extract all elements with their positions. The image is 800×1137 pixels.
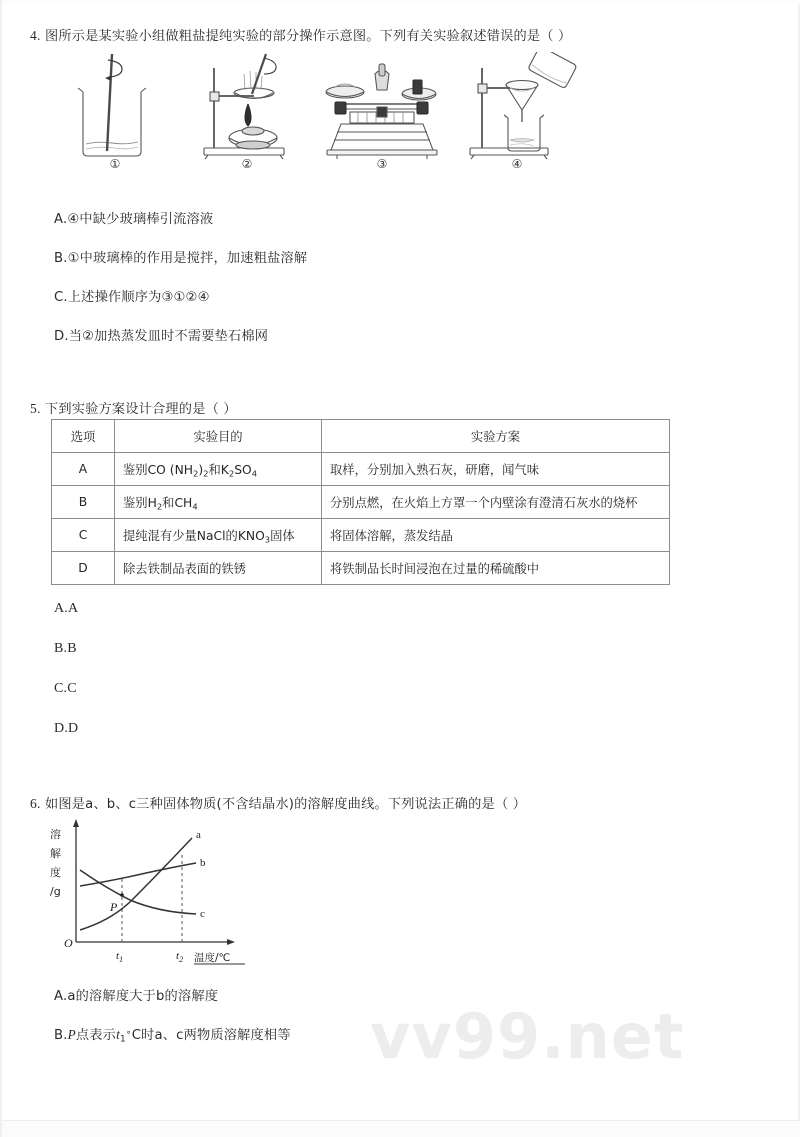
question-5-text: 下到实验方案设计合理的是（ ） — [44, 402, 237, 417]
question-4-text: 图所示是某实验小组做粗盐提纯实验的部分操作示意图。下列有关实验叙述错误的是（ ） — [44, 29, 572, 44]
chart-series-c — [80, 870, 196, 914]
figure-tray-balance — [317, 52, 447, 180]
chart-y-axis-arrow — [73, 819, 79, 827]
chart-label-c: c — [200, 908, 205, 920]
table-row — [52, 519, 670, 552]
svg-text:解: 解 — [50, 847, 61, 860]
row-option-c: C — [52, 519, 115, 552]
question-5-number: 5. — [30, 401, 41, 416]
row-plan-a: 取样，分别加入熟石灰，研磨，闻气味 — [322, 453, 670, 486]
watermark: vv99.net — [370, 1000, 685, 1073]
chart-label-b: b — [200, 857, 206, 869]
chart-x-axis-label: 温度/℃ — [194, 952, 231, 964]
question-4-figure-group — [32, 52, 572, 182]
question-6-text: 如图是a、b、c三种固体物质(不含结晶水)的溶解度曲线。下列说法正确的是（ ） — [44, 797, 527, 812]
chart-annotation-p: P — [110, 900, 118, 914]
svg-text:/g: /g — [50, 885, 61, 898]
row-aim-a: 鉴别CO $(NH_2)_2$和$K_2SO_4$ — [115, 453, 322, 486]
chart-series-b — [80, 863, 196, 886]
question-4-option-b[interactable]: B.①中玻璃棒的作用是搅拌，加速粗盐溶解 — [54, 251, 308, 266]
chart-point-p-marker — [120, 893, 124, 897]
chart-label-a: a — [196, 829, 201, 841]
question-4-option-c[interactable]: C.上述操作顺序为③①②④ — [54, 290, 210, 305]
page-top-edge — [2, 0, 800, 4]
chart-x-axis-arrow — [227, 939, 235, 945]
question-4-option-d[interactable]: D.当②加热蒸发皿时不需要垫石棉网 — [54, 329, 269, 344]
question-6-option-a[interactable]: A.a的溶解度大于b的溶解度 — [54, 989, 219, 1004]
row-aim-d: 除去铁制品表面的铁锈 — [115, 552, 322, 585]
question-5-stem — [30, 398, 237, 417]
question-5-option-a[interactable]: A.A — [54, 601, 79, 616]
figure-beaker-with-stirring-rod — [50, 52, 180, 180]
figure-label-3: ③ — [376, 157, 388, 171]
table-header-plan: 实验方案 — [322, 420, 670, 453]
row-option-d: D — [52, 552, 115, 585]
question-4-stem — [30, 25, 571, 44]
question-4-number: 4. — [30, 28, 41, 43]
question-4-option-a[interactable]: A.④中缺少玻璃棒引流溶液 — [54, 212, 214, 227]
table-header-aim: 实验目的 — [115, 420, 322, 453]
solubility-curve-chart — [34, 816, 249, 971]
table-row — [52, 453, 670, 486]
row-aim-b: 鉴别$H_2$和$CH_4$ — [115, 486, 322, 519]
question-5-table-wrapper — [51, 419, 638, 585]
table-row — [52, 486, 670, 519]
chart-xtick-t1: $t_1$ — [116, 950, 124, 964]
svg-text:度: 度 — [50, 866, 61, 879]
row-option-b: B — [52, 486, 115, 519]
chart-origin-label: O — [64, 936, 73, 950]
row-aim-c: 提纯混有少量NaCl的$KNO_3$固体 — [115, 519, 322, 552]
figure-evaporating-dish-stand — [182, 52, 312, 180]
question-5-option-d[interactable]: D.D — [54, 721, 79, 736]
question-6-number: 6. — [30, 796, 41, 811]
figure-label-1: ① — [109, 157, 121, 171]
figure-filtration-funnel — [452, 52, 582, 180]
figure-label-2: ② — [241, 157, 253, 171]
question-6-stem — [30, 793, 526, 812]
experiment-scheme-table — [51, 419, 670, 585]
row-plan-c: 将固体溶解，蒸发结晶 — [322, 519, 670, 552]
figure-label-4: ④ — [511, 157, 523, 171]
table-row — [52, 552, 670, 585]
chart-y-axis-label — [50, 827, 61, 898]
svg-text:溶: 溶 — [50, 828, 61, 841]
row-plan-d: 将铁制品长时间浸泡在过量的稀硫酸中 — [322, 552, 670, 585]
chart-series-a — [80, 838, 192, 930]
chart-xtick-t2: $t_2$ — [176, 950, 184, 964]
row-plan-b: 分别点燃，在火焰上方罩一个内壁涂有澄清石灰水的烧杯 — [322, 486, 670, 519]
row-option-a: A — [52, 453, 115, 486]
question-6-option-b[interactable]: B.P点表示$t_1^\circ C$时a、c两物质溶解度相等 — [54, 1027, 291, 1045]
table-header-row — [52, 420, 670, 453]
page-bottom-edge — [2, 1120, 800, 1137]
question-5-option-c[interactable]: C.C — [54, 681, 77, 696]
table-header-option: 选项 — [52, 420, 115, 453]
question-5-option-b[interactable]: B.B — [54, 641, 77, 656]
